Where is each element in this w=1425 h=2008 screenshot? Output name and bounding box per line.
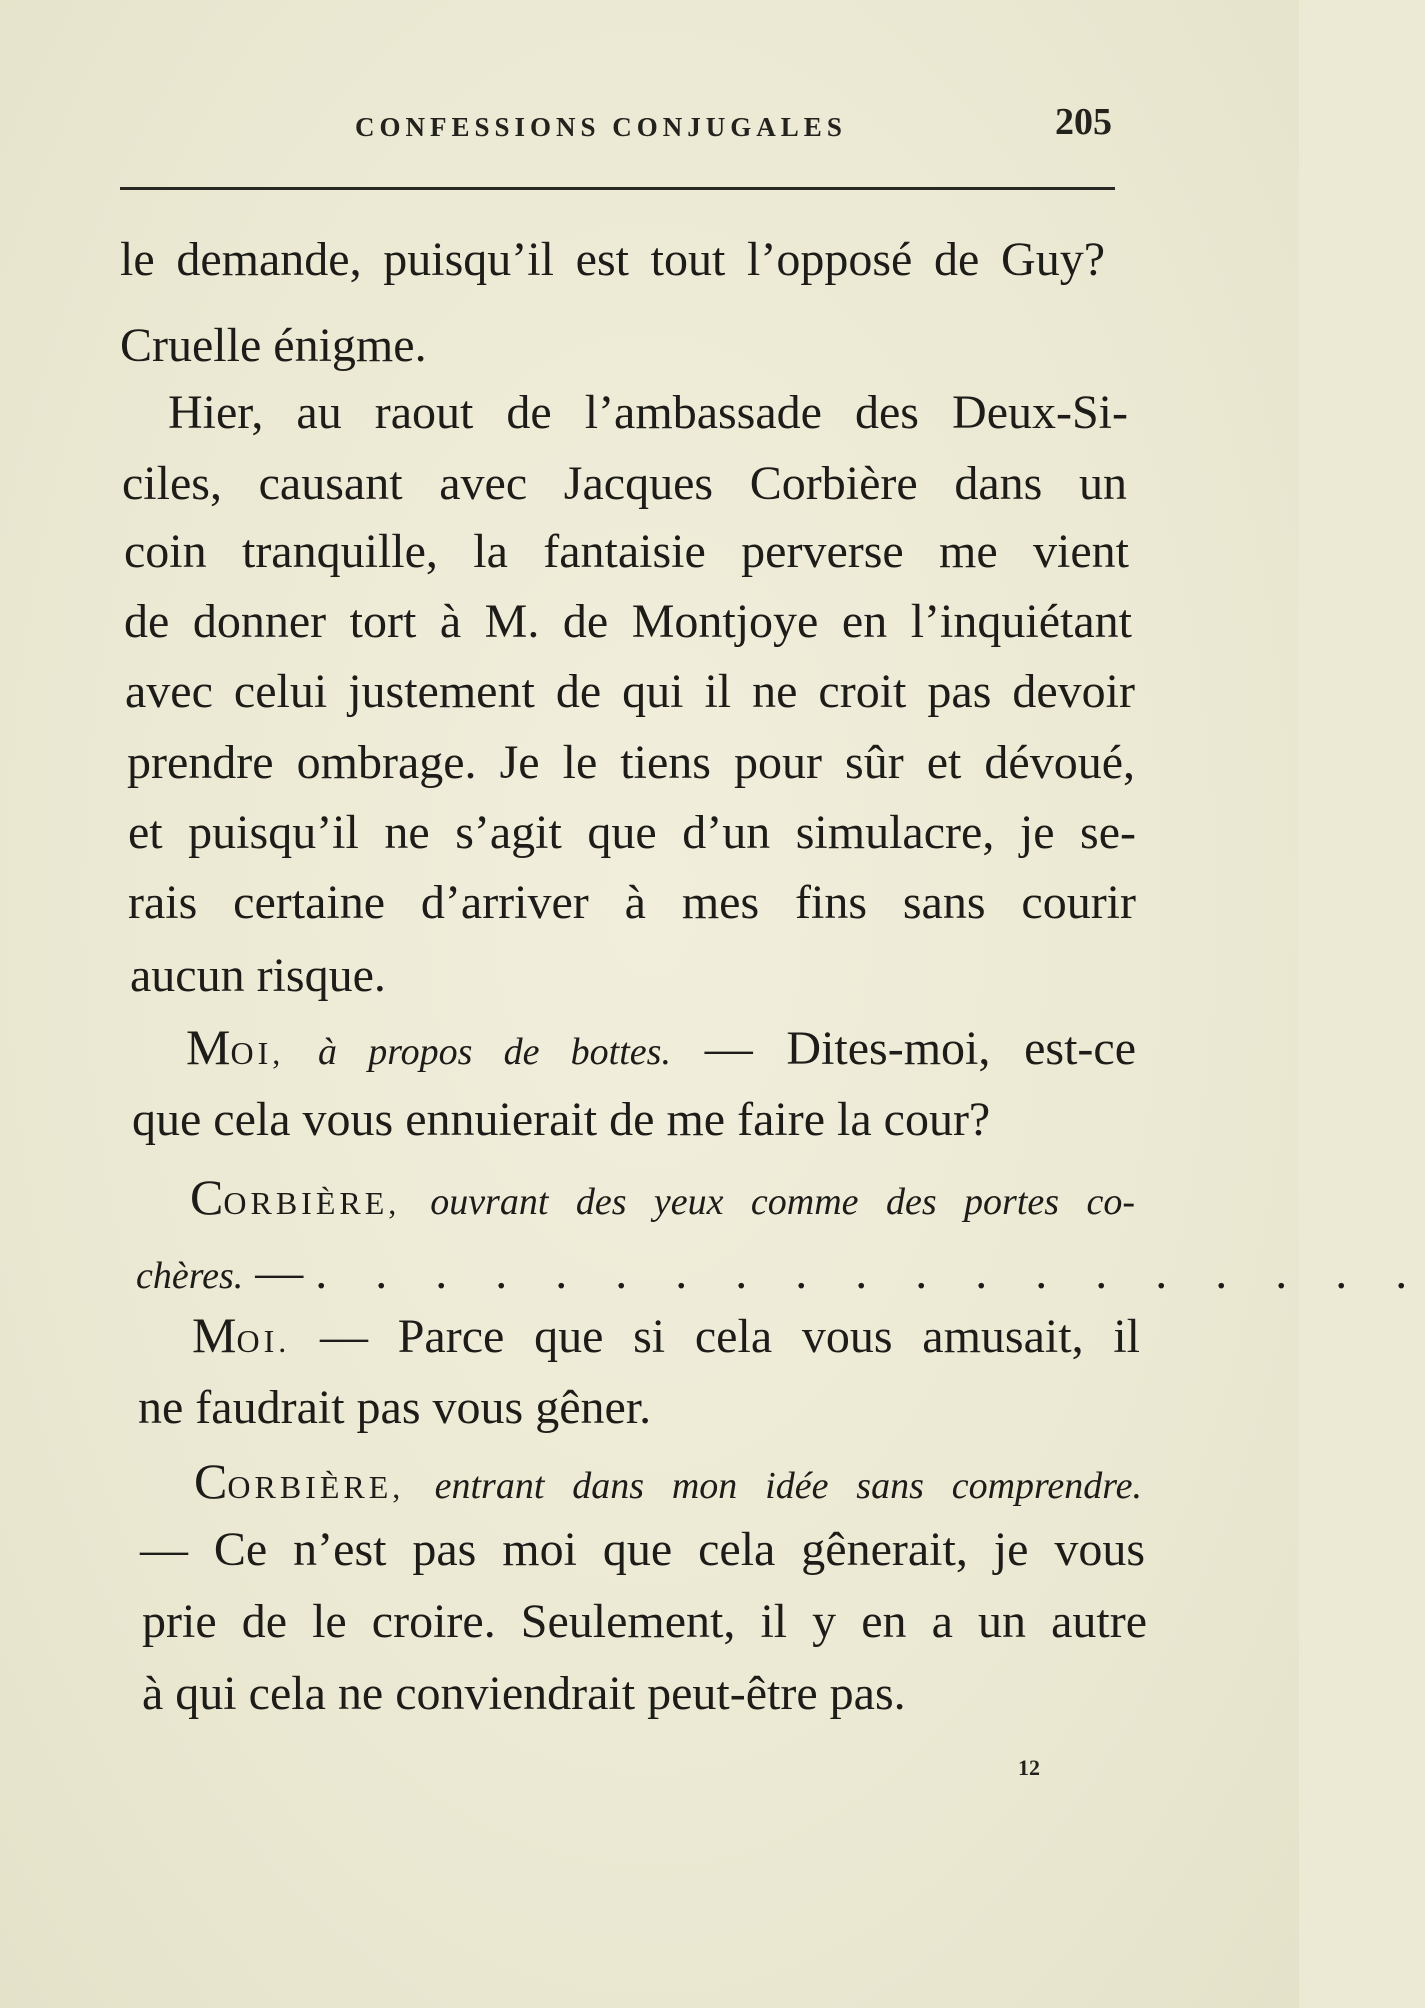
text-line-10: rais certaine d’arriver à mes fins sans courir bbox=[128, 876, 1136, 929]
speaker-moi: MOI, bbox=[186, 1019, 285, 1075]
signature-mark: 12 bbox=[1018, 1755, 1040, 1780]
dialogue-text: — Parce que si cela vous amusait, il bbox=[319, 1310, 1141, 1363]
text-line-8: prendre ombrage. Je le tiens pour sûr et dévoué, bbox=[127, 736, 1135, 789]
speaker-moi: MOI. bbox=[192, 1307, 291, 1363]
text-line-20: prie de le croire. Seulement, il y en a un autre bbox=[142, 1595, 1147, 1648]
text-line-2: Cruelle énigme. bbox=[120, 319, 427, 372]
stage-direction: chères. bbox=[136, 1255, 244, 1297]
page-number: 205 bbox=[1055, 101, 1112, 143]
text-line-5: coin tranquille, la fantaisie perverse me vient bbox=[124, 525, 1129, 578]
stage-direction: à propos de bottes. bbox=[317, 1031, 671, 1073]
text-line-3: Hier, au raout de l’ambassade des Deux-Si- bbox=[168, 386, 1128, 439]
text-line-7: avec celui justement de qui il ne croit pas devoir bbox=[125, 665, 1135, 718]
stage-direction: entrant dans mon idée sans comprendre. bbox=[434, 1465, 1143, 1507]
dialogue-line-18 bbox=[194, 1452, 1142, 1510]
running-title: CONFESSIONS CONJUGALES bbox=[355, 112, 847, 142]
text-line-1: le demande, puisqu’il est tout l’opposé de Guy? bbox=[120, 233, 1105, 286]
dialogue-line-15 bbox=[136, 1245, 1425, 1300]
speaker-corbiere: CORBIÈRE, bbox=[194, 1453, 405, 1509]
header-rule bbox=[120, 187, 1115, 190]
dialogue-line-12 bbox=[186, 1018, 1136, 1076]
ellipsis-dots: . . . . . . . . . . . . . . . . . . . bbox=[315, 1246, 1425, 1299]
text-line-6: de donner tort à M. de Montjoye en l’inquiétant bbox=[124, 595, 1132, 648]
dash: — bbox=[255, 1246, 304, 1299]
text-line-19: — Ce n’est pas moi que cela gênerait, je vous bbox=[140, 1523, 1145, 1576]
text-line-11: aucun risque. bbox=[130, 949, 386, 1002]
text-line-21: à qui cela ne conviendrait peut-être pas. bbox=[142, 1667, 906, 1720]
text-line-9: et puisqu’il ne s’agit que d’un simulacre, je se- bbox=[128, 806, 1136, 859]
dialogue-line-14 bbox=[190, 1168, 1135, 1226]
speaker-corbiere: CORBIÈRE, bbox=[190, 1169, 401, 1225]
page-header bbox=[120, 100, 1120, 160]
stage-direction: ouvrant des yeux comme des portes co- bbox=[430, 1181, 1136, 1223]
text-line-13: que cela vous ennuierait de me faire la cour? bbox=[132, 1093, 991, 1146]
dialogue-line-16 bbox=[192, 1306, 1140, 1364]
dialogue-text: — Dites-moi, est-ce bbox=[704, 1022, 1137, 1075]
text-line-17: ne faudrait pas vous gêner. bbox=[138, 1381, 652, 1434]
text-line-4: ciles, causant avec Jacques Corbière dans un bbox=[122, 457, 1127, 510]
